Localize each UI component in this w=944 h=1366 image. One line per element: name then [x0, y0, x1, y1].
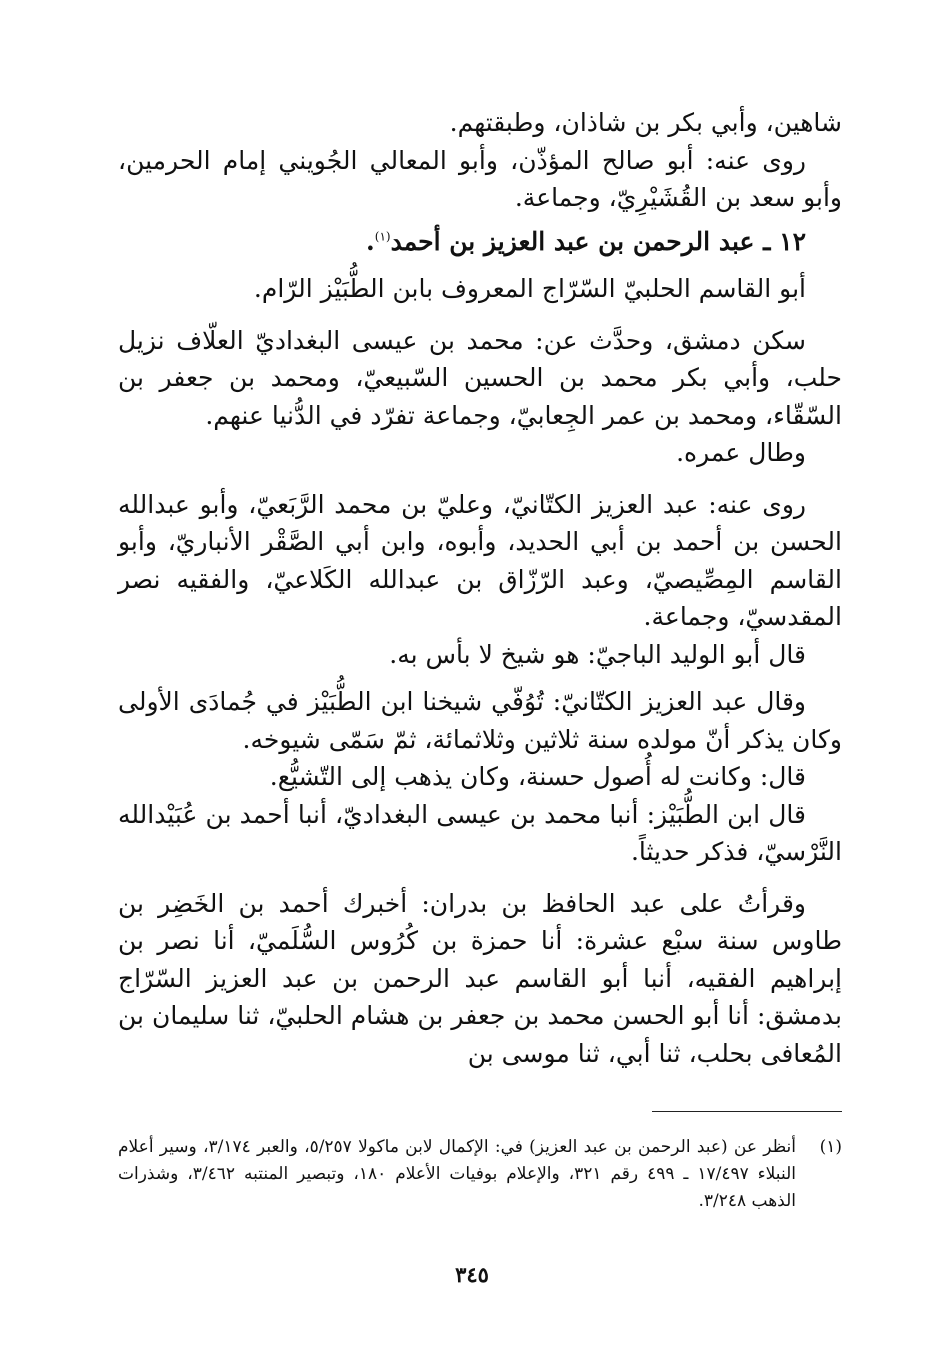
footnote-text: أنظر عن (عبد الرحمن بن عبد العزيز) في: الإكمال لابن ماكولا ٥/٢٥٧، والعبر ٣/١٧٤، وسير أعلام النبلاء ١٧/٤٩٧ ـ ٤٩٩ رقم ٣٢١، والإعلام بوفيات الأعلام ١٨٠، وتبصير المنتبه ٣/٤٦٢، وشذرات الذهب ٣/٢٤٨. [118, 1137, 796, 1211]
paragraph-students: روى عنه: عبد العزيز الكتّانيّ، وعليّ بن محمد الرَّبَعيّ، وأبو عبدالله الحسن بن أحمد بن أبي الحديد، وأبوه، وابن أبي الصَّقْر الأنباريّ، وأبو القاسم المِصِّيصيّ، وعبد الرّزّاق بن عبدالله الكَلاعيّ، والفقيه نصر المقدسيّ، وجماعة. [118, 489, 842, 631]
footnote-divider [652, 1111, 842, 1112]
page-body [118, 104, 842, 1072]
footnote-row [118, 1134, 842, 1215]
paragraph-kunya: أبو القاسم الحلبيّ السّرّاج المعروف بابن الطُّبَيْز الرّام. [253, 274, 806, 303]
paragraph-usul: قال: وكانت له أُصول حسنة، وكان يذهب إلى التّشيُّع. [269, 762, 806, 791]
paragraph-narrators-prev: روى عنه: أبو صالح المؤذّن، وأبو المعالي الجُويني إمام الحرمين، وأبو سعد بن القُشَيْرِيّ، وجماعة. [118, 145, 842, 212]
entry-heading [118, 223, 842, 261]
entry-heading-text: ١٢ ـ عبد الرحمن بن عبد العزيز بن أحمد [390, 226, 806, 256]
paragraph-qiraa: وقرأتُ على عبد الحافظ بن بدران: أخبرك أحمد بن الخَضِر بن طاوس سنة سبْع عشرة: أنا حمزة بن كُرُوس السُّلَميّ، أنا نصر بن إبراهيم الفقيه، أنبا أبو القاسم عبد الرحمن بن عبد العزيز السّرّاج بدمشق: أنا أبو الحسن محمد بن جعفر بن هشام الحلبيّ، ثنا سليمان بن المُعافى بحلب، ثنا أبي، ثنا موسى بن [118, 888, 842, 1068]
paragraph-hadith-chain: قال ابن الطُّبَيْز: أنبا محمد بن عيسى البغداديّ، أنبا أحمد بن عُبَيْدالله النَّرْسيّ، فذكر حديثاً. [118, 799, 842, 866]
paragraph-prev-entry-end: شاهين، وأبي بكر بن شاذان، وطبقتهم. [449, 108, 842, 137]
footnote-ref: (١) [374, 229, 391, 244]
paragraph-long-life: وطال عمره. [676, 438, 806, 467]
paragraph-baji: قال أبو الوليد الباجيّ: هو شيخ لا بأس به. [389, 639, 806, 669]
page-number: ٣٤٥ [455, 1262, 489, 1287]
paragraph-kattani: وقال عبد العزيز الكتّانيّ: تُوُفّي شيخنا ابن الطُّبَيْز في جُمادَى الأولى وكان يذكر أنّ مولده سنة ثلاثين وثلاثمائة، ثمّ سَمّى شيوخه. [118, 687, 842, 754]
footnote [118, 1134, 842, 1215]
paragraph-residence: سكن دمشق، وحدَّث عن: محمد بن عيسى البغداديّ العلّاف نزيل حلب، وأبي بكر محمد بن الحسين السّبيعيّ، ومحمد بن جعفر بن السّقّاء، ومحمد بن عمر الجِعابيّ، وجماعة تفرّد في الدُّنيا عنهم. [118, 325, 842, 430]
footnote-number: (١) [819, 1137, 842, 1157]
entry-heading-end: . [366, 226, 375, 256]
